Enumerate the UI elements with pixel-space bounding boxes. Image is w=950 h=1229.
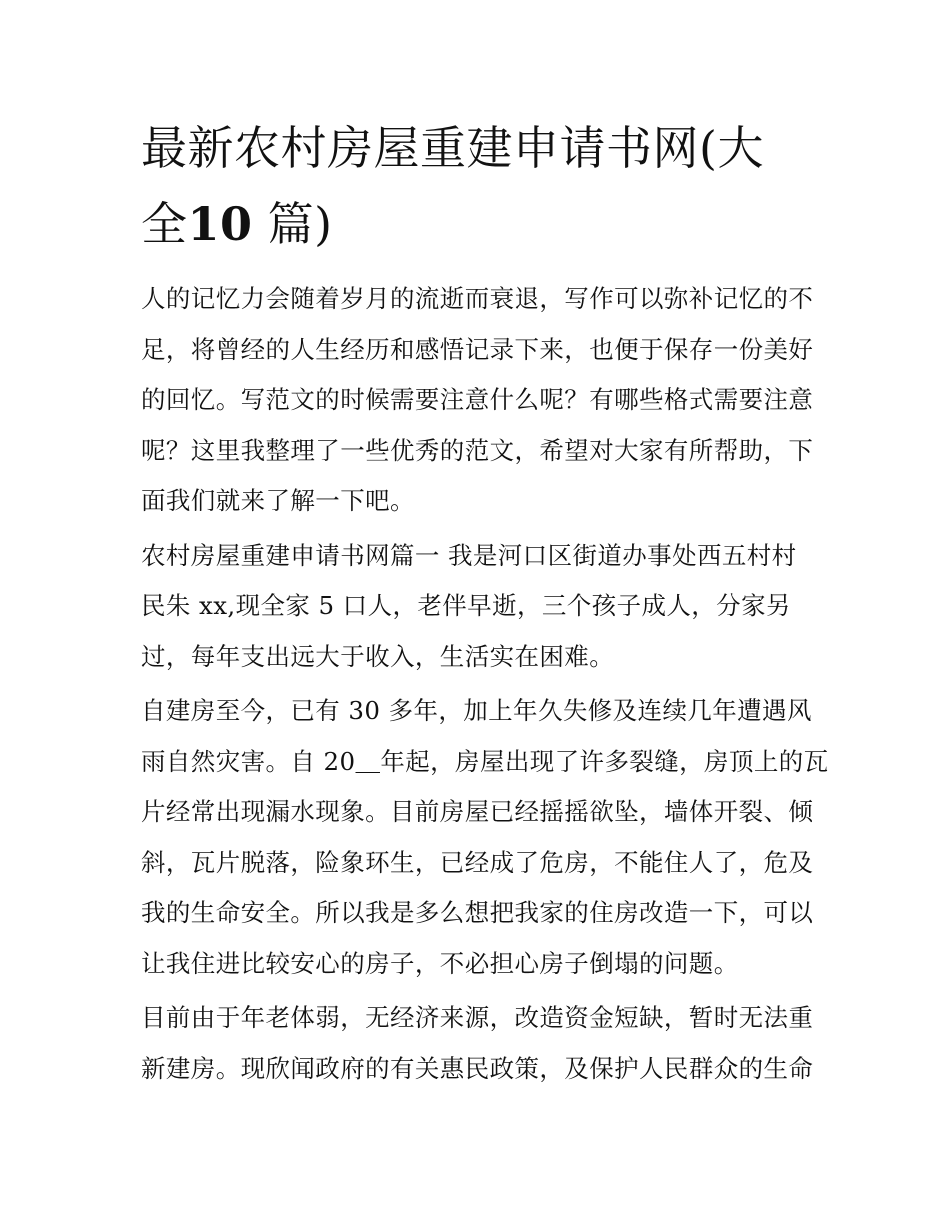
paragraph-house-condition bbox=[141, 686, 829, 989]
paragraph-line: 人的记忆力会随着岁月的流逝而衰退，写作可以弥补记忆的不 bbox=[141, 284, 814, 313]
paragraph-line: 雨自然灾害。自 20＿年起，房屋出现了许多裂缝，房顶上的瓦 bbox=[141, 746, 829, 776]
paragraph-line: 斜，瓦片脱落，险象环生，已经成了危房，不能住人了，危及 bbox=[141, 847, 814, 877]
paragraph-line: 呢？这里我整理了一些优秀的范文，希望对大家有所帮助，下 bbox=[141, 435, 814, 465]
paragraph-line: 面我们就来了解一下吧。 bbox=[141, 486, 415, 515]
paragraph-intro bbox=[141, 274, 813, 527]
paragraph-line: 农村房屋重建申请书网篇一 我是河口区街道办事处西五村村 bbox=[141, 540, 797, 570]
document-page bbox=[141, 110, 829, 1098]
paragraph-article-one bbox=[141, 531, 813, 683]
paragraph-line: 足，将曾经的人生经历和感悟记录下来，也便于保存一份美好 bbox=[141, 334, 814, 364]
paragraph-line: 过，每年支出远大于收入，生活实在困难。 bbox=[141, 641, 615, 671]
paragraph-line: 目前由于年老体弱，无经济来源，改造资金短缺，暂时无法重 bbox=[141, 1003, 814, 1032]
paragraph-line: 民朱 xx,现全家 5 口人，老伴早逝，三个孩子成人，分家另 bbox=[141, 591, 791, 620]
document-body bbox=[141, 274, 829, 1094]
paragraph-line: 的回忆。写范文的时候需要注意什么呢？有哪些格式需要注意 bbox=[141, 385, 814, 414]
paragraph-line: 自建房至今，已有 30 多年，加上年久失修及连续几年遭遇风 bbox=[141, 696, 812, 725]
title-line-1: 最新农村房屋重建申请书网(大 bbox=[141, 121, 764, 175]
paragraph-line: 让我住进比较安心的房子，不必担心房子倒塌的问题。 bbox=[141, 948, 739, 978]
title-line-2 bbox=[141, 186, 813, 262]
title-number: 10 bbox=[187, 197, 253, 251]
paragraph-line: 新建房。现欣闻政府的有关惠民政策，及保护人民群众的生命 bbox=[141, 1053, 814, 1083]
document-title bbox=[141, 110, 813, 262]
paragraph-line: 我的生命安全。所以我是多么想把我家的住房改造一下，可以 bbox=[141, 898, 814, 927]
title-prefix: 全 bbox=[141, 197, 188, 251]
title-suffix: 篇) bbox=[267, 197, 333, 251]
paragraph-line: 片经常出现漏水现象。目前房屋已经摇摇欲坠，墙体开裂、倾 bbox=[141, 797, 814, 826]
paragraph-funding bbox=[141, 993, 813, 1094]
